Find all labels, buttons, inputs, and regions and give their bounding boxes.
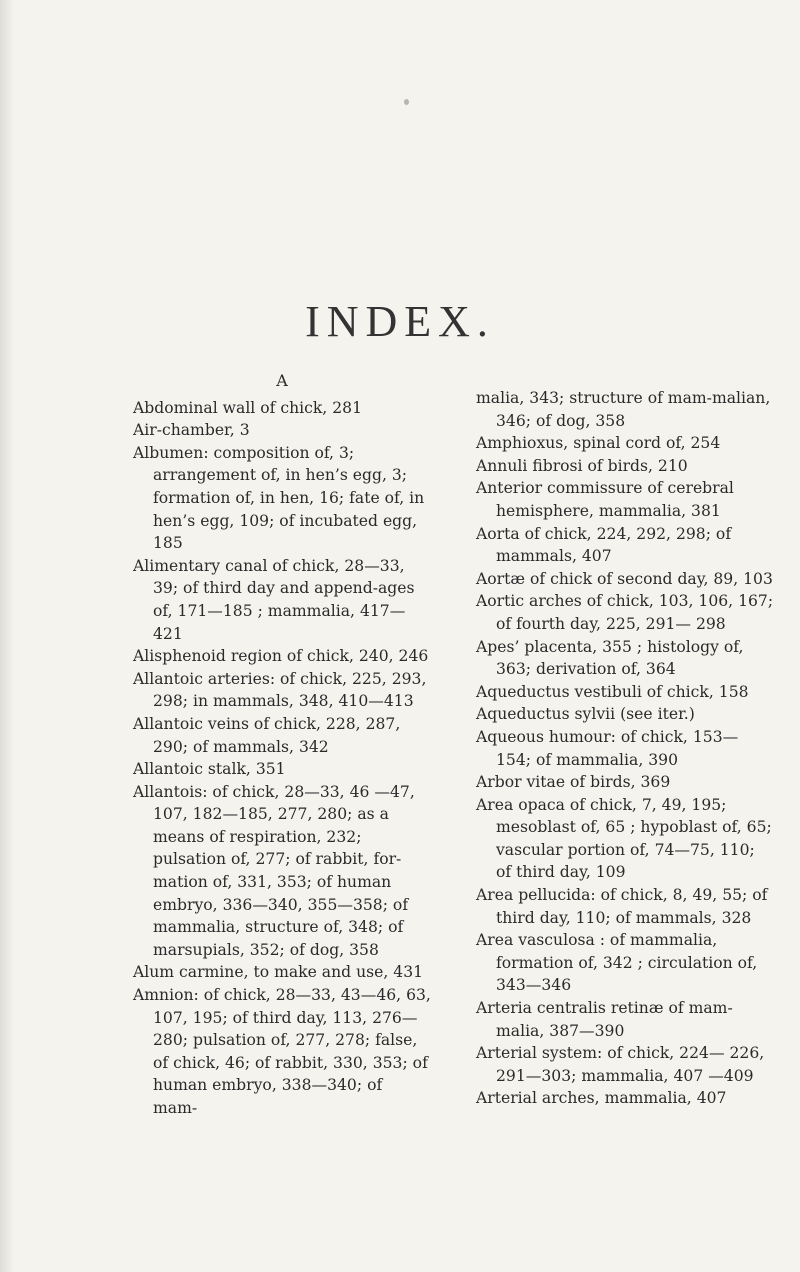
index-entry: Amphioxus, spinal cord of, 254 (476, 434, 721, 453)
page-title: INDEX. (305, 297, 495, 346)
index-entry: malia, 343; structure of mam-malian, 346; of dog, 358 (476, 389, 771, 430)
index-entry: Aqueous humour: of chick, 153— 154; of mammalia, 390 (476, 727, 739, 769)
index-entry: Aortic arches of chick, 103, 106, 167; of fourth day, 225, 291— 298 (476, 592, 774, 633)
index-entry: Area pellucida: of chick, 8, 49, 55; of third day, 110; of mammals, 328 (476, 886, 768, 927)
index-entry: Aorta of chick, 224, 292, 298; of mammals, 407 (476, 524, 732, 566)
index-entry: Area opaca of chick, 7, 49, 195; mesoblast of, 65 ; hypoblast of, 65; vascular portion of, 74—75, 110; of third day, 109 (476, 795, 772, 882)
index-entry: Annuli fibrosi of birds, 210 (476, 456, 688, 475)
index-entry: Allantois: of chick, 28—33, 46 —47, 107, 182—185, 277, 280; as a means of respiration, 232; pulsation of, 277; of rabbit, for-mation of, 331, 353; of human embryo, 336—340, 355—358; of mammalia, structure of, 348; of marsupials, 352; of dog, 358 (133, 782, 415, 959)
index-entry: Arbor vitae of birds, 369 (476, 773, 671, 792)
index-entry: Aqueductus sylvii (see iter.) (476, 705, 695, 724)
index-entry: Aqueductus vestibuli of chick, 158 (476, 682, 749, 701)
index-entry: Area vasculosa : of mammalia, formation of, 342 ; circulation of, 343—346 (476, 931, 758, 995)
index-entry: Alum carmine, to make and use, 431 (133, 963, 424, 982)
index-entry: Allantoic veins of chick, 228, 287, 290; of mammals, 342 (133, 714, 401, 756)
index-entry: Amnion: of chick, 28—33, 43—46, 63, 107, 195; of third day, 113, 276—280; pulsation of, 277, 278; false, of chick, 46; of rabbit, 330, 353; of human embryo, 338—340; of mam- (133, 986, 431, 1117)
index-entry: Aortæ of chick of second day, 89, 103 (476, 569, 773, 588)
index-column-left (133, 370, 431, 1120)
index-column-right (476, 387, 774, 1110)
index-entry: Alimentary canal of chick, 28—33, 39; of third day and append-ages of, 171—185 ; mammalia, 417—421 (133, 556, 415, 643)
index-entry: Allantoic stalk, 351 (133, 760, 286, 779)
index-entry: Albumen: composition of, 3; arrangement of, in hen’s egg, 3; formation of, in hen, 16; fate of, in hen’s egg, 109; of incubated egg, 185 (133, 443, 425, 553)
index-entry: Abdominal wall of chick, 281 (133, 398, 362, 417)
index-entry: Arterial arches, mammalia, 407 (476, 1089, 727, 1108)
index-entry: Anterior commissure of cerebral hemisphere, mammalia, 381 (476, 479, 734, 520)
index-entry: Arteria centralis retinæ of mam-malia, 387—390 (476, 999, 733, 1040)
index-entry: Alisphenoid region of chick, 240, 246 (133, 647, 429, 666)
section-letter: A (276, 371, 288, 390)
page-edge-shadow (0, 0, 14, 1272)
index-entry: Arterial system: of chick, 224— 226, 291—303; mammalia, 407 —409 (476, 1044, 765, 1085)
index-entry: Air-chamber, 3 (133, 421, 250, 440)
paper-speck (404, 99, 409, 105)
index-entry: Apes’ placenta, 355 ; histology of, 363; derivation of, 364 (476, 637, 744, 679)
index-entry: Allantoic arteries: of chick, 225, 293, 298; in mammals, 348, 410—413 (133, 669, 427, 711)
